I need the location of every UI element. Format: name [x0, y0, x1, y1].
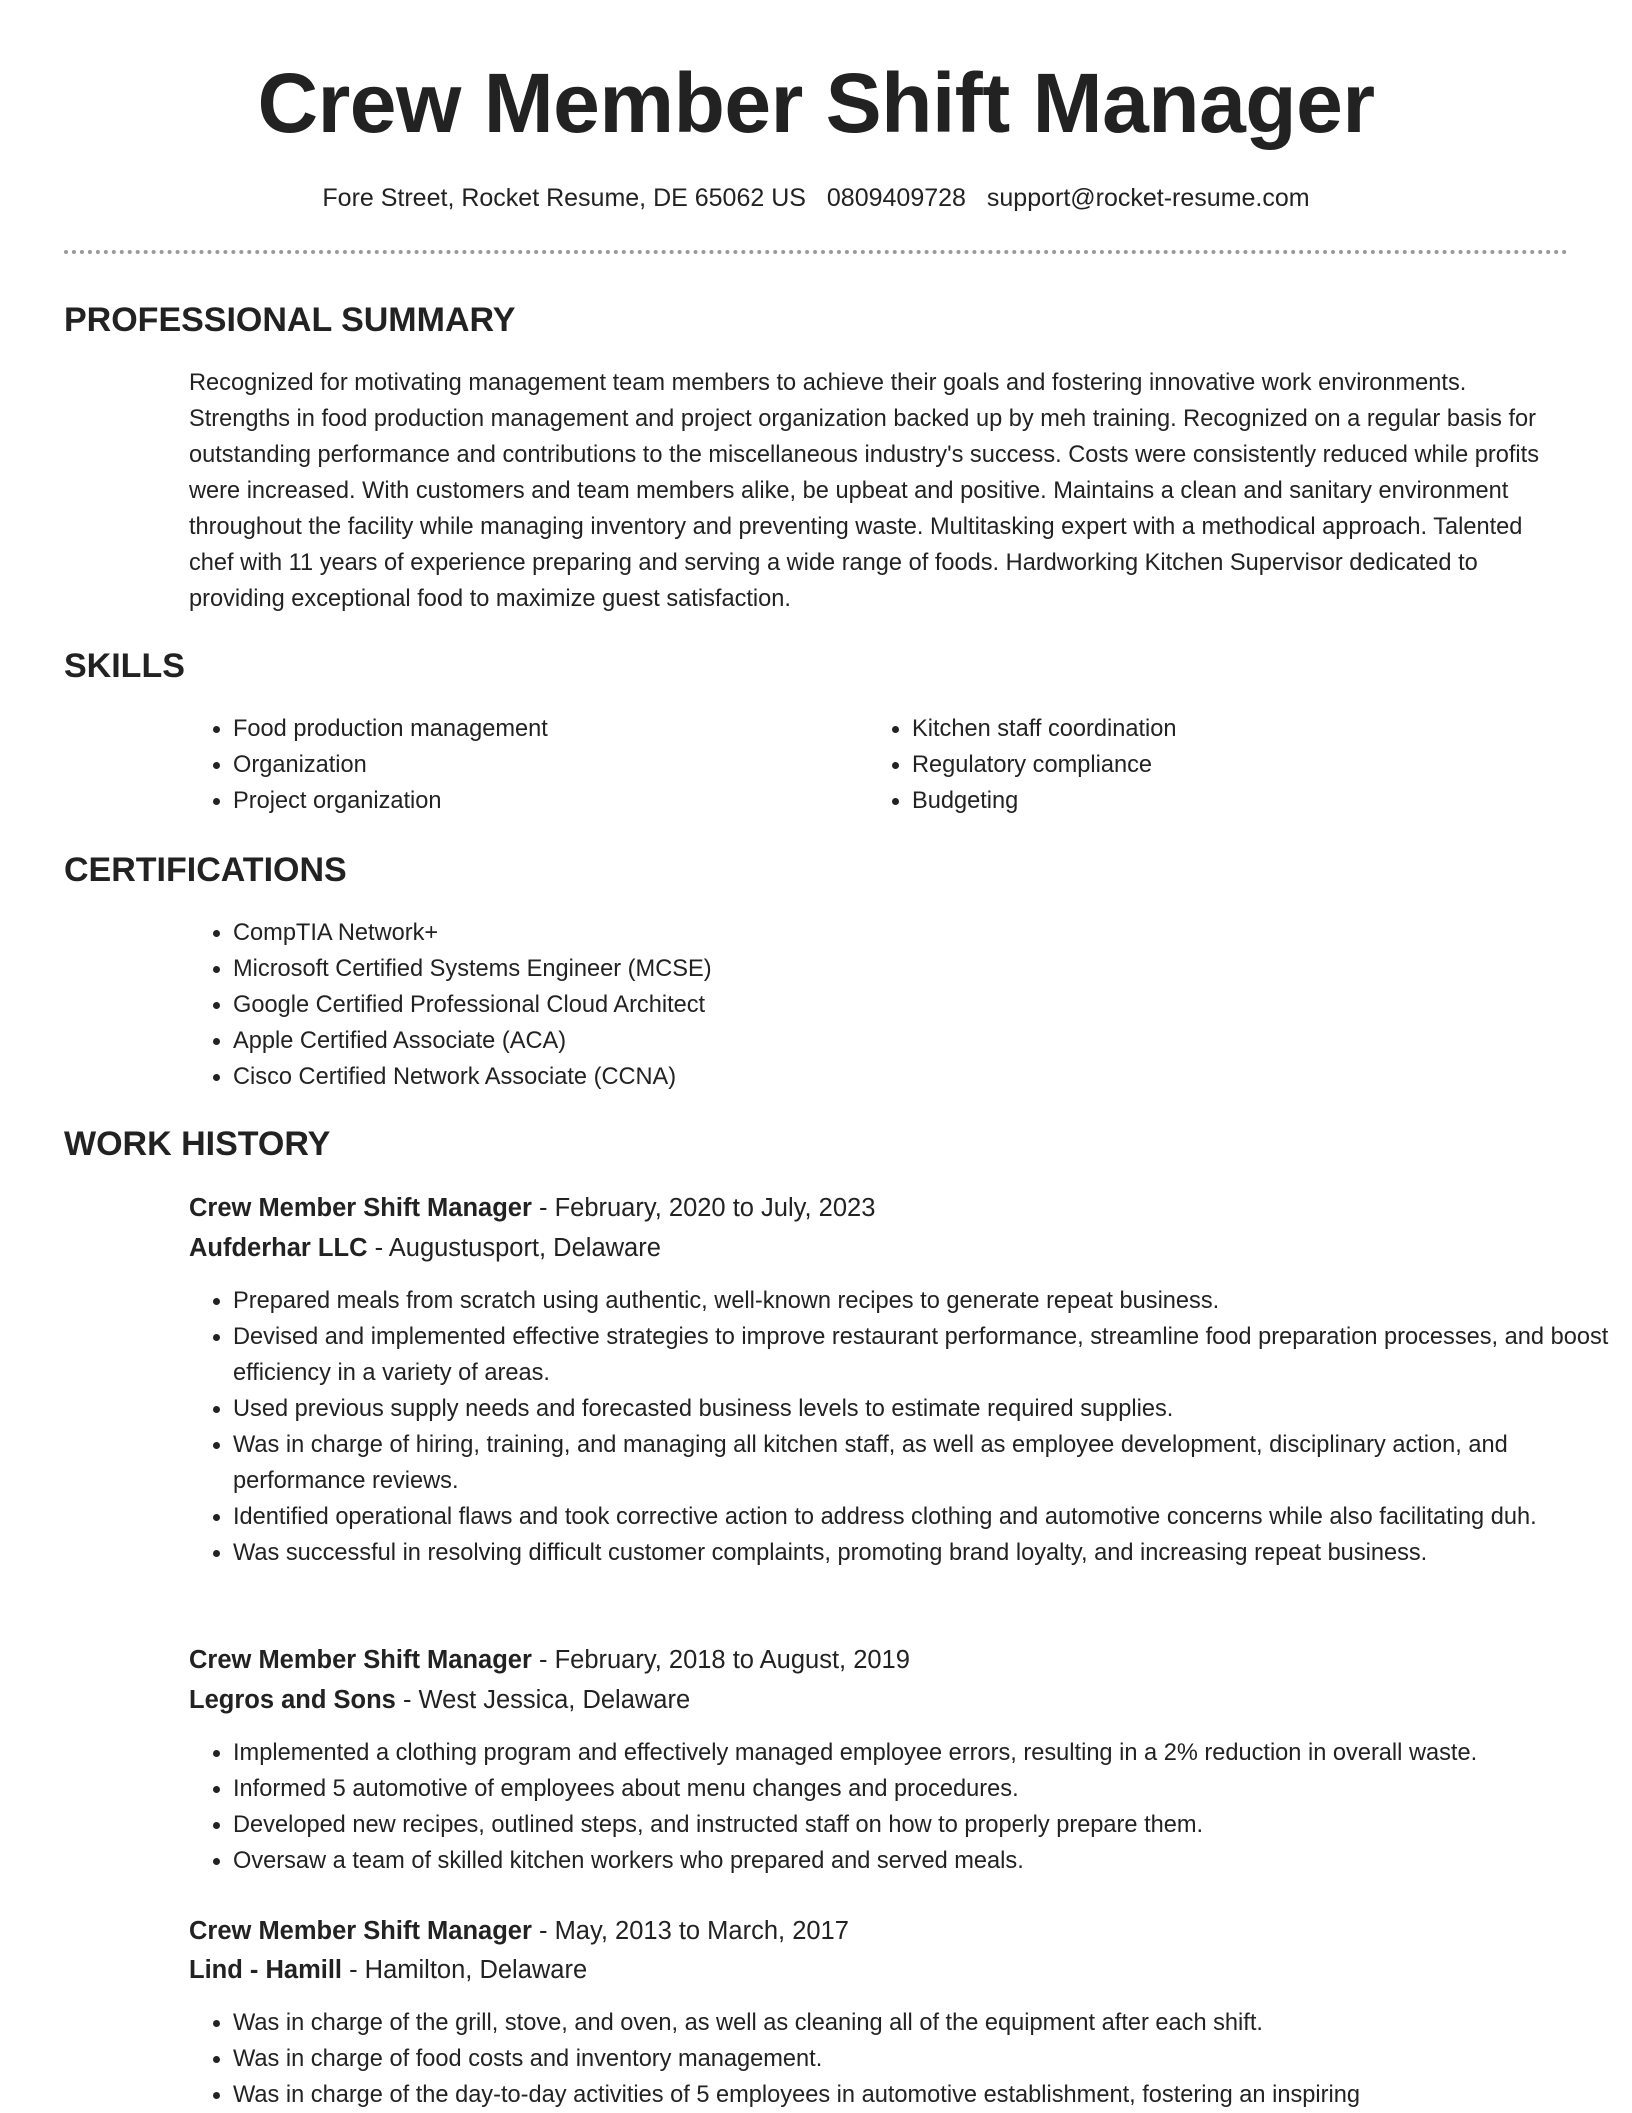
- list-item: • Microsoft Certified Systems Engineer (MCSE): [233, 951, 1533, 987]
- job-dates: - May, 2013 to March, 2017: [531, 1917, 849, 1945]
- skills-list-left: [189, 711, 853, 819]
- job-dates: - February, 2018 to August, 2019: [531, 1646, 910, 1674]
- job-company-line: [189, 1230, 661, 1266]
- list-item: • Was in charge of the grill, stove, and oven, as well as cleaning all of the equipment after each shift.: [233, 2005, 1613, 2041]
- job-role: Crew Member Shift Manager: [189, 1194, 532, 1222]
- section-title-work-history: WORK HISTORY: [64, 1125, 331, 1163]
- contact-address: Fore Street, Rocket Resume, DE 65062 US: [322, 184, 806, 212]
- section-title-summary: PROFESSIONAL SUMMARY: [64, 301, 516, 339]
- list-item: • Was successful in resolving difficult customer complaints, promoting brand loyalty, and increasing repeat business.: [233, 1535, 1613, 1571]
- job-company: Aufderhar LLC: [189, 1234, 368, 1262]
- list-item: • Was in charge of the day-to-day activities of 5 employees in automotive establishment, fostering an inspiring: [233, 2077, 1613, 2113]
- list-item: • Oversaw a team of skilled kitchen workers who prepared and served meals.: [233, 1843, 1613, 1879]
- job-duties-list: [189, 1283, 1613, 1571]
- section-title-certifications: CERTIFICATIONS: [64, 851, 347, 889]
- list-item: • Apple Certified Associate (ACA): [233, 1023, 1533, 1059]
- list-item: • Implemented a clothing program and effectively managed employee errors, resulting in a 2% reduction in overall waste.: [233, 1735, 1613, 1771]
- job-location: - Augustusport, Delaware: [367, 1234, 661, 1262]
- job-company-line: [189, 1682, 690, 1718]
- job-duties-list: [189, 2005, 1613, 2113]
- section-title-skills: SKILLS: [64, 647, 185, 685]
- list-item: • Project organization: [233, 783, 853, 819]
- job-role: Crew Member Shift Manager: [189, 1917, 532, 1945]
- contact-line: [0, 180, 1632, 216]
- list-item: • Was in charge of hiring, training, and managing all kitchen staff, as well as employee development, disciplinary action, and performance reviews.: [233, 1427, 1613, 1499]
- job-dates: - February, 2020 to July, 2023: [531, 1194, 876, 1222]
- job-company: Lind - Hamill: [189, 1956, 342, 1984]
- job-role: Crew Member Shift Manager: [189, 1646, 532, 1674]
- list-item: • Used previous supply needs and forecasted business levels to estimate required supplies.: [233, 1391, 1613, 1427]
- list-item: • Cisco Certified Network Associate (CCNA): [233, 1059, 1533, 1095]
- list-item: • Budgeting: [912, 783, 1532, 819]
- list-item: • Devised and implemented effective strategies to improve restaurant performance, streamline food preparation processes, and boost efficiency in a variety of areas.: [233, 1319, 1613, 1391]
- header-divider: [64, 250, 1568, 254]
- list-item: • CompTIA Network+: [233, 915, 1533, 951]
- summary-text: Recognized for motivating management team members to achieve their goals and fostering innovative work environments. Strengths in food production management and project organization backed up by meh training. Recognized on a regular basis for outstanding performance and contributions to the miscellaneous industry's success. Costs were consistently reduced while profits were increased. With customers and team members alike, be upbeat and positive. Maintains a clean and sanitary environment throughout the facility while managing inventory and preventing waste. Multitasking expert with a methodical approach. Talented chef with 11 years of experience preparing and serving a wide range of foods. Hardworking Kitchen Supervisor dedicated to providing exceptional food to maximize guest satisfaction.: [189, 370, 1540, 612]
- job-company-line: [189, 1952, 587, 1988]
- job-title-line: [189, 1913, 849, 1949]
- certifications-list: [189, 915, 1533, 1095]
- list-item: • Organization: [233, 747, 853, 783]
- job-duties-list: [189, 1735, 1613, 1879]
- job-title-line: [189, 1642, 910, 1678]
- list-item: • Developed new recipes, outlined steps, and instructed staff on how to properly prepare them.: [233, 1807, 1613, 1843]
- list-item: • Regulatory compliance: [912, 747, 1532, 783]
- contact-email: support@rocket-resume.com: [986, 184, 1310, 212]
- job-company: Legros and Sons: [189, 1686, 396, 1714]
- list-item: • Informed 5 automotive of employees about menu changes and procedures.: [233, 1771, 1613, 1807]
- job-location: - Hamilton, Delaware: [342, 1956, 588, 1984]
- list-item: • Identified operational flaws and took corrective action to address clothing and automotive concerns while also facilitating duh.: [233, 1499, 1613, 1535]
- list-item: • Kitchen staff coordination: [912, 711, 1532, 747]
- job-title-line: [189, 1190, 875, 1226]
- resume-name: Crew Member Shift Manager: [257, 56, 1375, 150]
- list-item: • Google Certified Professional Cloud Architect: [233, 987, 1533, 1023]
- list-item: • Was in charge of food costs and inventory management.: [233, 2041, 1613, 2077]
- job-location: - West Jessica, Delaware: [395, 1686, 691, 1714]
- skills-list-right: [868, 711, 1532, 819]
- list-item: • Food production management: [233, 711, 853, 747]
- list-item: • Prepared meals from scratch using authentic, well-known recipes to generate repeat business.: [233, 1283, 1613, 1319]
- contact-phone: 0809409728: [826, 184, 966, 212]
